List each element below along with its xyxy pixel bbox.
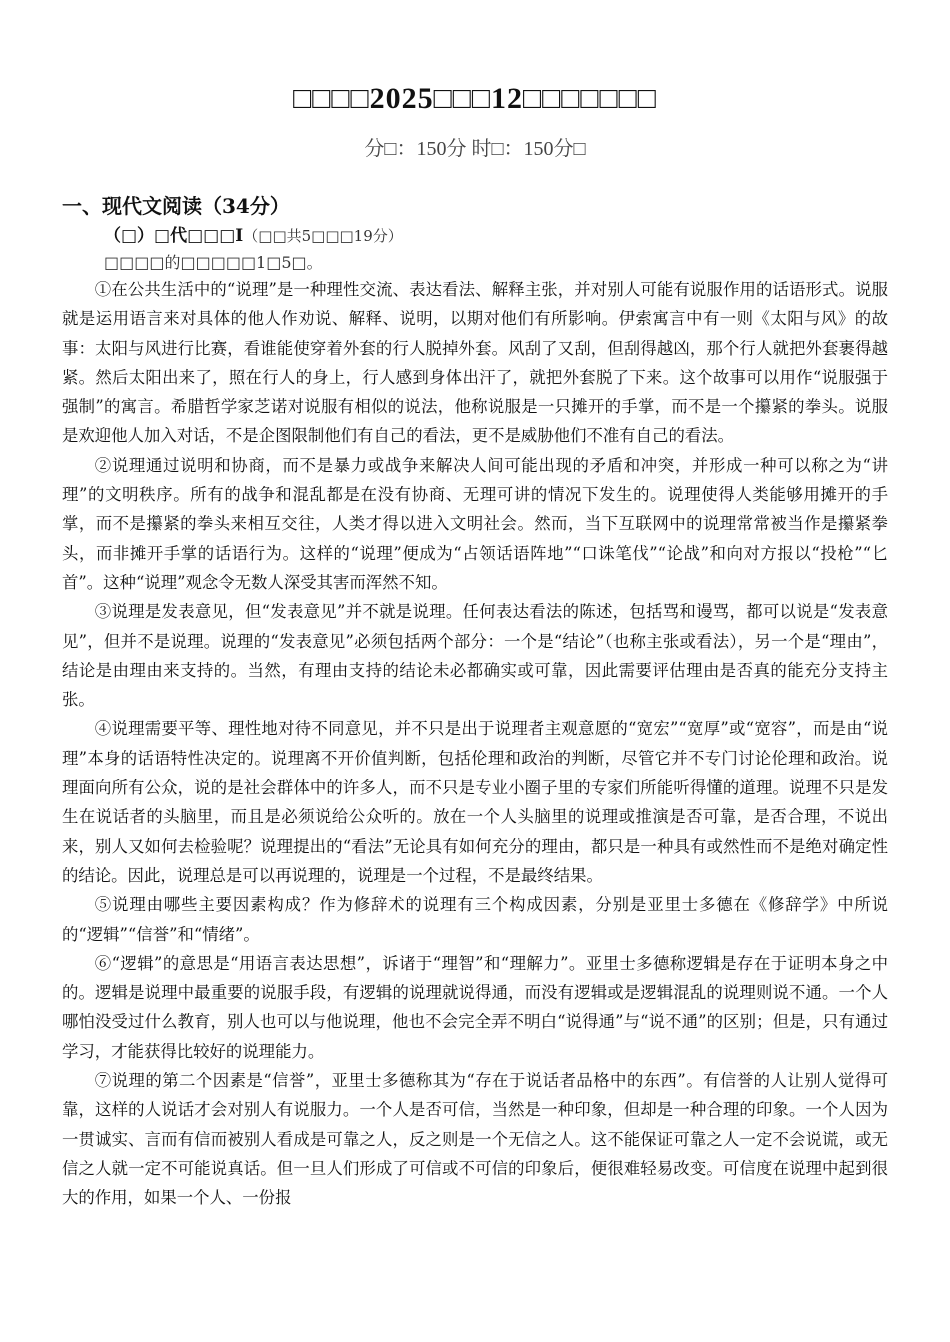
passage-paragraph-5: ⑤说理由哪些主要因素构成？作为修辞术的说理有三个构成因素，分别是亚里士多德在《修辞学》中所说的“逻辑”“信誉”和“情绪”。: [62, 895, 888, 944]
sub-section-note: （□□共5□□□19分）: [243, 227, 403, 245]
sub-section-heading: [104, 221, 403, 246]
exam-title: □□□□2025□□□12□□□□□□□: [293, 82, 657, 115]
passage-paragraph-1: ①在公共生活中的“说理”是一种理性交流、表达看法、解释主张，并对别人可能有说服作用的话语形式。说服就是运用语言来对具体的他人作劝说、解释、说明，以期对他们有所影响。伊索寓言中有一则《太阳与风》的故事：太阳与风进行比赛，看谁能使穿着外套的行人脱掉外套。风刮了又刮，但刮得越凶，那个行人就把外套裹得越紧。然后太阳出来了，照在行人的身上，行人感到身体出汗了，就把外套脱了下来。这个故事可以用作“说服强于强制”的寓言。希腊哲学家芝诺对说服有相似的说法，他称说服是一只摊开的手掌，而不是一个攥紧的拳头。说服是欢迎他人加入对话，不是企图限制他们有自己的看法，更不是威胁他们不准有自己的看法。: [62, 280, 888, 446]
passage-paragraph-7: ⑦说理的第二个因素是“信誉”，亚里士多德称其为“存在于说话者品格中的东西”。有信誉的人让别人觉得可靠，这样的人说话才会对别人有说服力。一个人是否可信，当然是一种印象，但却是一种合理的印象。一个人因为一贯诚实、言而有信而被别人看成是可靠之人，反之则是一个无信之人。这不能保证可靠之人一定不会说谎，或无信之人就一定不可能说真话。但一旦人们形成了可信或不可信的印象后，便很难轻易改变。可信度在说理中起到很大的作用，如果一个人、一份报: [62, 1071, 888, 1208]
passage-paragraph-4: ④说理需要平等、理性地对待不同意见，并不只是出于说理者主观意愿的“宽宏”“宽厚”或“宽容”，而是由“说理”本身的话语特性决定的。说理离不开价值判断，包括伦理和政治的判断，尽管它并不专门讨论伦理和政治。说理面向所有公众，说的是社会群体中的许多人，而不只是专业小圈子里的专家们所能听得懂的道理。说理不只是发生在说话者的头脑里，而且是必须说给公众听的。放在一个人头脑里的说理或推演是否可靠，是否合理，不说出来，别人又如何去检验呢？说理提出的“看法”无论具有如何充分的理由，都只是一种具有或然性而不是绝对确定性的结论。因此，说理总是可以再说理的，说理是一个过程，不是最终结果。: [62, 719, 888, 885]
section-heading: 一、现代文阅读（34分）: [62, 194, 290, 218]
exam-score-time: 分□：150分 时□：150分□: [364, 138, 586, 160]
reading-instruction: □□□□的□□□□□1□5□。: [104, 253, 323, 272]
passage-paragraph-6: ⑥“逻辑”的意思是“用语言表达思想”，诉诸于“理智”和“理解力”。亚里士多德称逻辑是存在于证明本身之中的。逻辑是说理中最重要的说服手段，有逻辑的说理就说得通，而没有逻辑或是逻辑混乱的说理则说不通。一个人哪怕没受过什么教育，别人也可以与他说理，他也不会完全弄不明白“说得通”与“说不通”的区别；但是，只有通过学习，才能获得比较好的说理能力。: [62, 953, 888, 1061]
passage-paragraph-3: ③说理是发表意见，但“发表意见”并不就是说理。任何表达看法的陈述，包括骂和谩骂，都可以说是“发表意见”，但并不是说理。说理的“发表意见”必须包括两个部分：一个是“结论”（也称主张或看法），另一个是“理由”，结论是由理由来支持的。当然，有理由支持的结论未必都确实或可靠，因此需要评估理由是否真的能充分支持主张。: [62, 602, 888, 710]
reading-passage: [62, 275, 888, 1213]
passage-paragraph-2: ②说理通过说明和协商，而不是暴力或战争来解决人间可能出现的矛盾和冲突，并形成一种可以称之为“讲理”的文明秩序。所有的战争和混乱都是在没有协商、无理可讲的情况下发生的。说理使得人类能够用摊开的手掌，而不是攥紧的拳头来相互交往，人类才得以进入文明社会。然而，当下互联网中的说理常常被当作是攥紧拳头，而非摊开手掌的话语行为。这样的“说理”便成为“占领话语阵地”“口诛笔伐”“论战”和向对方报以“投枪”“匕首”。这种“说理”观念令无数人深受其害而浑然不知。: [62, 455, 888, 592]
sub-section-label: （□）□代□□□I: [104, 226, 244, 246]
